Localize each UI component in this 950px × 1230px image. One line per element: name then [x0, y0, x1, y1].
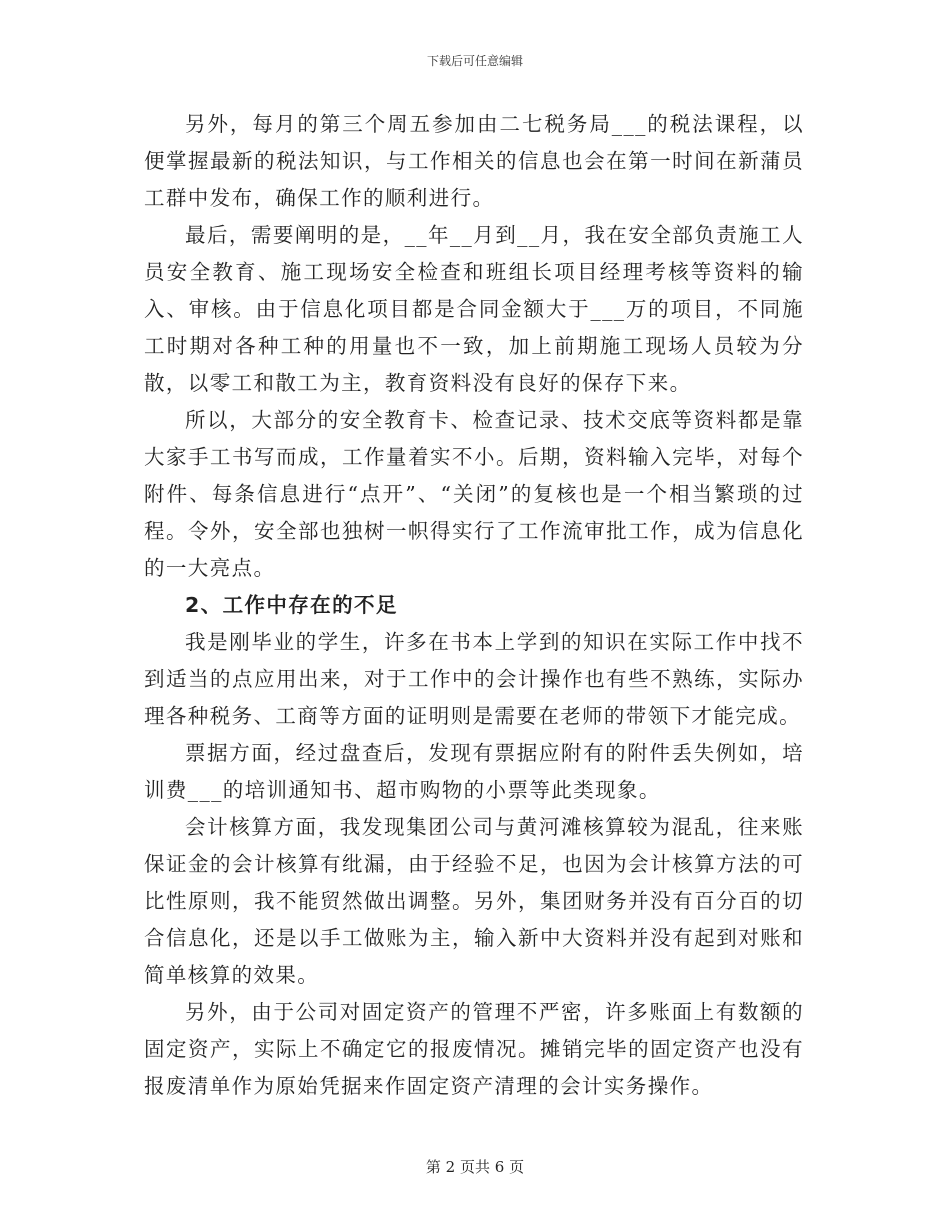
paragraph: 会计核算方面，我发现集团公司与黄河滩核算较为混乱，往来账保证金的会计核算有纰漏，由于经验不足，也因为会计核算方法的可比性原则，我不能贸然做出调整。另外，集团财务并没有百分百的切合信息化，还是以手工做账为主，输入新中大资料并没有起到对账和简单核算的效果。 — [144, 815, 804, 987]
paragraph: 所以，大部分的安全教育卡、检查记录、技术交底等资料都是靠大家手工书写而成，工作量着实不小。后期，资料输入完毕，对每个附件、每条信息进行“点开”、“关闭”的复核也是一个相当繁琐的过程。令外，安全部也独树一帜得实行了工作流审批工作，成为信息化的一大亮点。 — [144, 408, 804, 580]
paragraph: 票据方面，经过盘查后，发现有票据应附有的附件丢失例如，培训费___的培训通知书、超市购物的小票等此类现象。 — [144, 741, 804, 802]
paragraph: 另外，每月的第三个周五参加由二七税务局___的税法课程，以便掌握最新的税法知识，与工作相关的信息也会在第一时间在新蒲员工群中发布，确保工作的顺利进行。 — [144, 112, 804, 210]
page-header: 下载后可任意编辑 — [426, 54, 523, 68]
page-footer: 第 2 页共 6 页 — [425, 1158, 525, 1176]
paragraph: 另外，由于公司对固定资产的管理不严密，许多账面上有数额的固定资产，实际上不确定它的报废情况。摊销完毕的固定资产也没有报废清单作为原始凭据来作固定资产清理的会计实务操作。 — [144, 1000, 804, 1098]
document-body — [144, 106, 804, 1105]
paragraph: 我是刚毕业的学生，许多在书本上学到的知识在实际工作中找不到适当的点应用出来，对于工作中的会计操作也有些不熟练，实际办理各种税务、工商等方面的证明则是需要在老师的带领下才能完成。 — [144, 630, 804, 728]
paragraph: 最后，需要阐明的是，__年__月到__月，我在安全部负责施工人员安全教育、施工现场安全检查和班组长项目经理考核等资料的输入、审核。由于信息化项目都是合同金额大于___万的项目，不同施工时期对各种工种的用量也不一致，加上前期施工现场人员较为分散，以零工和散工为主，教育资料没有良好的保存下来。 — [144, 223, 804, 395]
section-heading: 2、工作中存在的不足 — [185, 593, 398, 617]
